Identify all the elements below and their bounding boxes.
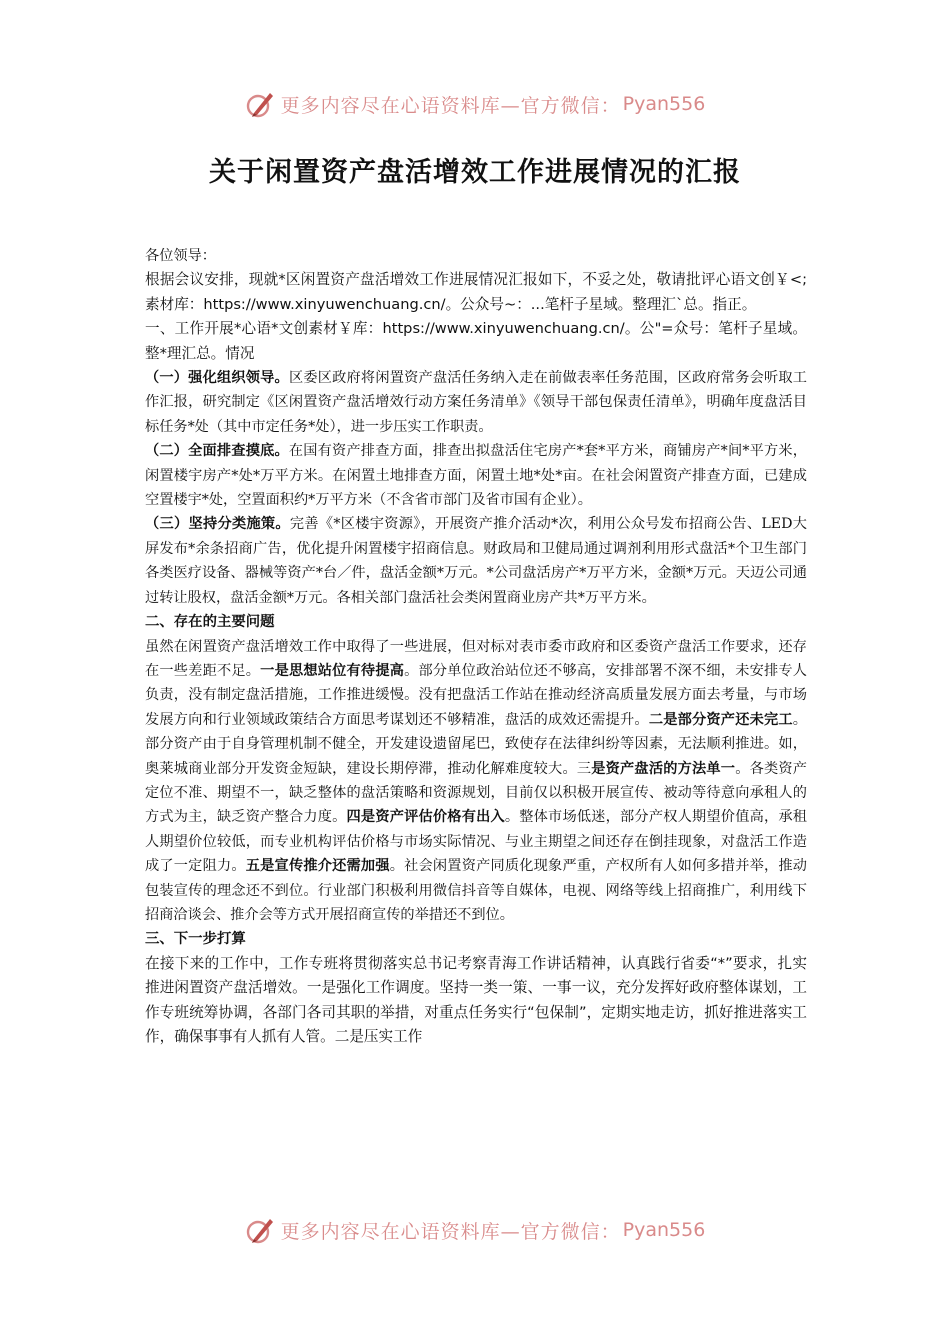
problem-3-lead: 是资产盘活的方法单一 [591, 760, 736, 777]
section1-item-3 [145, 512, 807, 610]
problem-3-prefix: 三 [576, 760, 592, 777]
section3-paragraph: 在接下来的工作中，工作专班将贯彻落实总书记考察青海工作讲话精神，认真践行省委“*”要求，扎实推进闲置资产盘活增效。一是强化工作调度。坚持一类一策、一事一议，充分发挥好政府整体谋划，工作专班统筹协调，各部门各司其职的举措，对重点任务实行“包保制”，定期实地走访，抓好推进落实工作，确保事事有人抓有人管。二是压实工作 [145, 954, 807, 1045]
item-text: 完善《*区楼宇资源》，开展资产推介活动*次，利用公众号发布招商公告、LED大屏发布*余条招商广告，优化提升闲置楼宇招商信息。财政局和卫健局通过调剂利用形式盘活*个卫生部门各类医疗设备、器械等资产*台／件，盘活金额*万元。*公司盘活房产*万平方米，金额*万元。天迈公司通过转让股权，盘活金额*万元。各相关部门盘活社会类闲置商业房产共*万平方米。 [145, 516, 807, 606]
watermark-header [0, 84, 950, 124]
problem-1-text: 。部分单位政治站位还不够高，安排部署不深不细，未安排专人负责，没有制定盘活措施，工作推进缓慢。没有把盘活工作站在推动经济高质量发展方面去考量，与市场发展方向和行业领域政策结合方面思考谋划还不够精准，盘活的成效还需提升。 [145, 662, 807, 728]
section2-intro: 虽然在闲置资产盘活增效工作中取得了一些进展，但对标对表市委市政府和区委资产盘活工作要求，还存在一些差距不足。 [145, 638, 807, 679]
watermark-footer [0, 1210, 950, 1250]
problem-5-lead: 五是宣传推介还需加强 [245, 858, 390, 875]
problem-1-lead: 一是思想站位有待提高 [260, 662, 405, 679]
item-lead: （三）坚持分类施策。 [145, 516, 290, 533]
intro-paragraph: 根据会议安排，现就*区闲置资产盘活增效工作进展情况汇报如下，不妥之处，敬请批评心语文创￥<;素材库：https://www.xinyuwenchuang.cn/。公众号~：...笔杆子星域。整理汇`总。指正。 [145, 271, 807, 313]
problem-4-lead: 四是资产评估价格有出入 [346, 809, 505, 826]
salutation: 各位领导： [145, 248, 216, 264]
pen-logo-icon [245, 89, 275, 119]
section3-heading: 三、下一步打算 [145, 931, 246, 948]
section2-paragraph [145, 635, 807, 928]
watermark-text: 更多内容尽在心语资料库—官方微信： [280, 1220, 621, 1243]
item-lead: （二）全面排查摸底。 [145, 443, 289, 460]
section1-item-1 [145, 366, 807, 439]
section1-item-2 [145, 439, 807, 512]
problem-5-text: 。社会闲置资产同质化现象严重，产权所有人如何多措并举，推动包装宣传的理念还不到位。行业部门积极利用微信抖音等自媒体，电视、网络等线上招商推广，利用线下招商洽谈会、推介会等方式开展招商宣传的举措还不到位。 [145, 858, 807, 923]
watermark-account: Pyan556 [622, 1219, 706, 1241]
item-text: 区委区政府将闲置资产盘活任务纳入走在前做表率任务范围，区政府常务会听取工作汇报，研究制定《区闲置资产盘活增效行动方案任务清单》《领导干部包保责任清单》，明确年度盘活目标任务*处（其中市定任务*处），进一步压实工作职责。 [145, 370, 807, 435]
problem-2-text: 。部分资产由于自身管理机制不健全，开发建设遗留尾巴，致使存在法律纠纷等因素，无法顺利推进。如，奥莱城商业部分开发资金短缺，建设长期停滞，推动化解难度较大。 [145, 711, 807, 777]
page-title: 关于闲置资产盘活增效工作进展情况的汇报 [209, 157, 741, 188]
pen-logo-icon [245, 1215, 275, 1245]
item-lead: （一）强化组织领导。 [145, 370, 289, 387]
problem-3-text: 。各类资产定位不准、期望不一，缺乏整体的盘活策略和资源规划，目前仅以积极开展宣传、被动等待意向承租人的方式为主，缺乏资产整合力度。 [145, 760, 807, 826]
item-text: 在国有资产排查方面，排查出拟盘活住宅房产*套*平方米，商铺房产*间*平方米，闲置楼宇房产*处*万平方米。在闲置土地排查方面，闲置土地*处*亩。在社会闲置资产排查方面，已建成空置楼宇*处，空置面积约*万平方米（不含省市部门及省市国有企业）。 [145, 443, 807, 509]
watermark-account: Pyan556 [622, 93, 706, 115]
watermark-text: 更多内容尽在心语资料库—官方微信： [280, 94, 621, 117]
problem-4-text: 。整体市场低迷，部分产权人期望价值高，承租人期望价位较低，而专业机构评估价格与市场实际情况、与业主期望之间还存在倒挂现象，对盘活工作造成了一定阻力。 [145, 809, 807, 875]
problem-2-lead: 二是部分资产还未完工 [648, 711, 793, 728]
section1-heading: 一、工作开展*心语*文创素材￥库：https://www.xinyuwenchuang.cn/。公"=众号：笔杆子星域。整*理汇总。情况 [145, 320, 807, 362]
section2-heading: 二、存在的主要问题 [145, 614, 275, 631]
document-body [145, 244, 807, 1049]
